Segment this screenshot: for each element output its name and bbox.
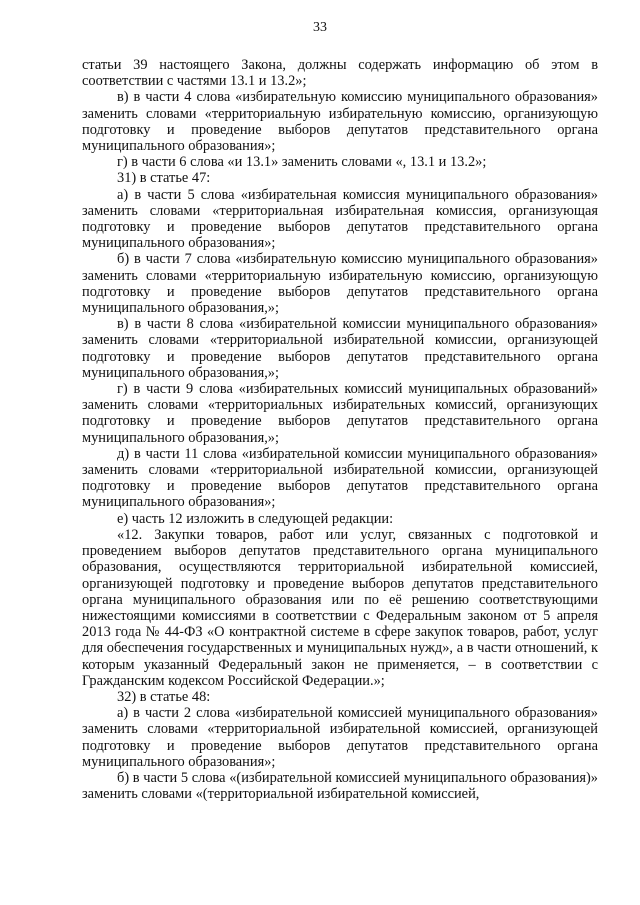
paragraph: а) в части 2 слова «избирательной комиссией муниципального образования» заменить словами «территориальной избирательной комиссией, организующей подготовку и проведение выборов депутатов представительного органа муниципального образования»;: [82, 705, 598, 770]
paragraph: «12. Закупки товаров, работ или услуг, связанных с подготовкой и проведением выборов депутатов представительного органа муниципального образования, осуществляются территориальной избирательной комиссией, организующей подготовку и проведение выборов депутатов представительного органа муниципального образования или по её решению соответствующими нижестоящими комиссиями в соответствии с Федеральным законом от 5 апреля 2013 года № 44-ФЗ «О контрактной системе в сфере закупок товаров, работ, услуг для обеспечения государственных и муниципальных нужд», а в части отношений, к которым указанный Федеральный закон не применяется, – в соответствии с Гражданским кодексом Российской Федерации.»;: [82, 526, 598, 689]
paragraph: е) часть 12 изложить в следующей редакции:: [117, 510, 394, 527]
paragraph: 32) в статье 48:: [117, 688, 211, 705]
paragraph: 31) в статье 47:: [117, 170, 211, 187]
paragraph: статьи 39 настоящего Закона, должны содержать информацию об этом в соответствии с частями 13.1 и 13.2»;: [82, 57, 598, 90]
paragraph: а) в части 5 слова «избирательная комиссия муниципального образования» заменить словами «территориальная избирательная комиссия, организующая подготовку и проведение выборов депутатов представительного органа муниципального образования»;: [82, 186, 598, 252]
paragraph: д) в части 11 слова «избирательной комиссии муниципального образования» заменить словами «территориальной избирательной комиссии, организующей подготовку и проведение выборов депутатов представительного органа муниципального образования»;: [82, 445, 598, 511]
paragraph: в) в части 8 слова «избирательной комиссии муниципального образования» заменить словами «территориальной избирательной комиссии, организующей подготовку и проведение выборов депутатов представительного органа муниципального образования,»;: [82, 316, 598, 381]
paragraph: б) в части 7 слова «избирательную комиссию муниципального образования» заменить словами «территориальную избирательную комиссию, организующую подготовку и проведение выборов депутатов представительного органа муниципального образования,»;: [82, 251, 598, 317]
paragraph: б) в части 5 слова «(избирательной комиссией муниципального образования)» заменить словами «(территориальной избирательной комиссией,: [82, 769, 598, 803]
paragraph: г) в части 6 слова «и 13.1» заменить словами «, 13.1 и 13.2»;: [117, 154, 487, 171]
document-body: [82, 57, 598, 802]
page-number: 33: [313, 20, 327, 35]
paragraph: г) в части 9 слова «избирательных комиссий муниципальных образований» заменить словами «территориальных избирательных комиссий, организующих подготовку и проведение выборов депутатов представительного органа муниципального образования,»;: [82, 381, 598, 446]
paragraph: в) в части 4 слова «избирательную комиссию муниципального образования» заменить словами «территориальную избирательную комиссию, организующую подготовку и проведение выборов депутатов представительного органа муниципального образования»;: [82, 89, 598, 155]
